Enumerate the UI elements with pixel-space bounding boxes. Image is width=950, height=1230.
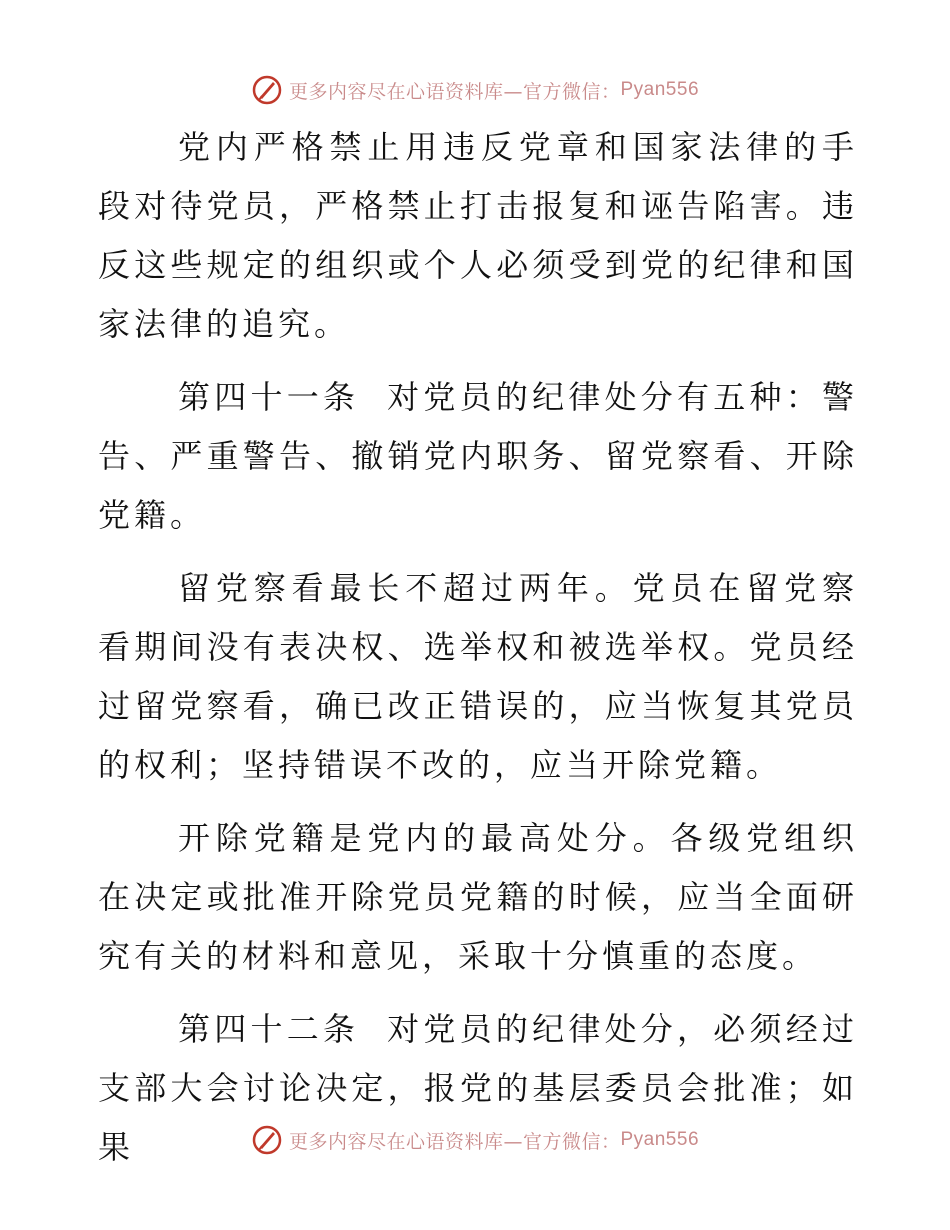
paragraph-text: 留党察看最长不超过两年。党员在留党察看期间没有表决权、选举权和被选举权。党员经过留党察看，确已改正错误的，应当恢复其党员的权利；坚持错误不改的，应当开除党籍。 bbox=[98, 569, 858, 784]
watermark-text: 更多内容尽在心语资料库—官方微信： bbox=[288, 80, 621, 103]
article-number: 第四十一条 bbox=[178, 378, 360, 416]
header-watermark bbox=[0, 70, 950, 110]
paragraph-text: 开除党籍是党内的最高处分。各级党组织在决定或批准开除党员党籍的时候，应当全面研究有关的材料和意见，采取十分慎重的态度。 bbox=[98, 819, 858, 975]
article-number: 第四十二条 bbox=[178, 1010, 360, 1048]
document-body bbox=[98, 118, 858, 1191]
watermark-handle: Pyan556 bbox=[620, 79, 700, 100]
paragraph-4 bbox=[98, 809, 858, 986]
paragraph-text: 对党员的纪律处分，必须经过支部大会讨论决定，报党的基层委员会批准；如果 bbox=[98, 1010, 858, 1166]
paragraph-text: 党内严格禁止用违反党章和国家法律的手段对待党员，严格禁止打击报复和诬告陷害。违反这些规定的组织或个人必须受到党的纪律和国家法律的追究。 bbox=[98, 128, 858, 343]
quill-logo-icon bbox=[251, 1124, 283, 1156]
paragraph-1 bbox=[98, 118, 858, 354]
paragraph-text: 对党员的纪律处分有五种：警告、严重警告、撤销党内职务、留党察看、开除党籍。 bbox=[98, 378, 858, 534]
quill-logo-icon bbox=[251, 74, 283, 106]
paragraph-2 bbox=[98, 368, 858, 545]
paragraph-3 bbox=[98, 559, 858, 795]
watermark-text: 更多内容尽在心语资料库—官方微信： bbox=[288, 1130, 621, 1153]
watermark-handle: Pyan556 bbox=[620, 1129, 700, 1150]
footer-watermark bbox=[0, 1120, 950, 1160]
